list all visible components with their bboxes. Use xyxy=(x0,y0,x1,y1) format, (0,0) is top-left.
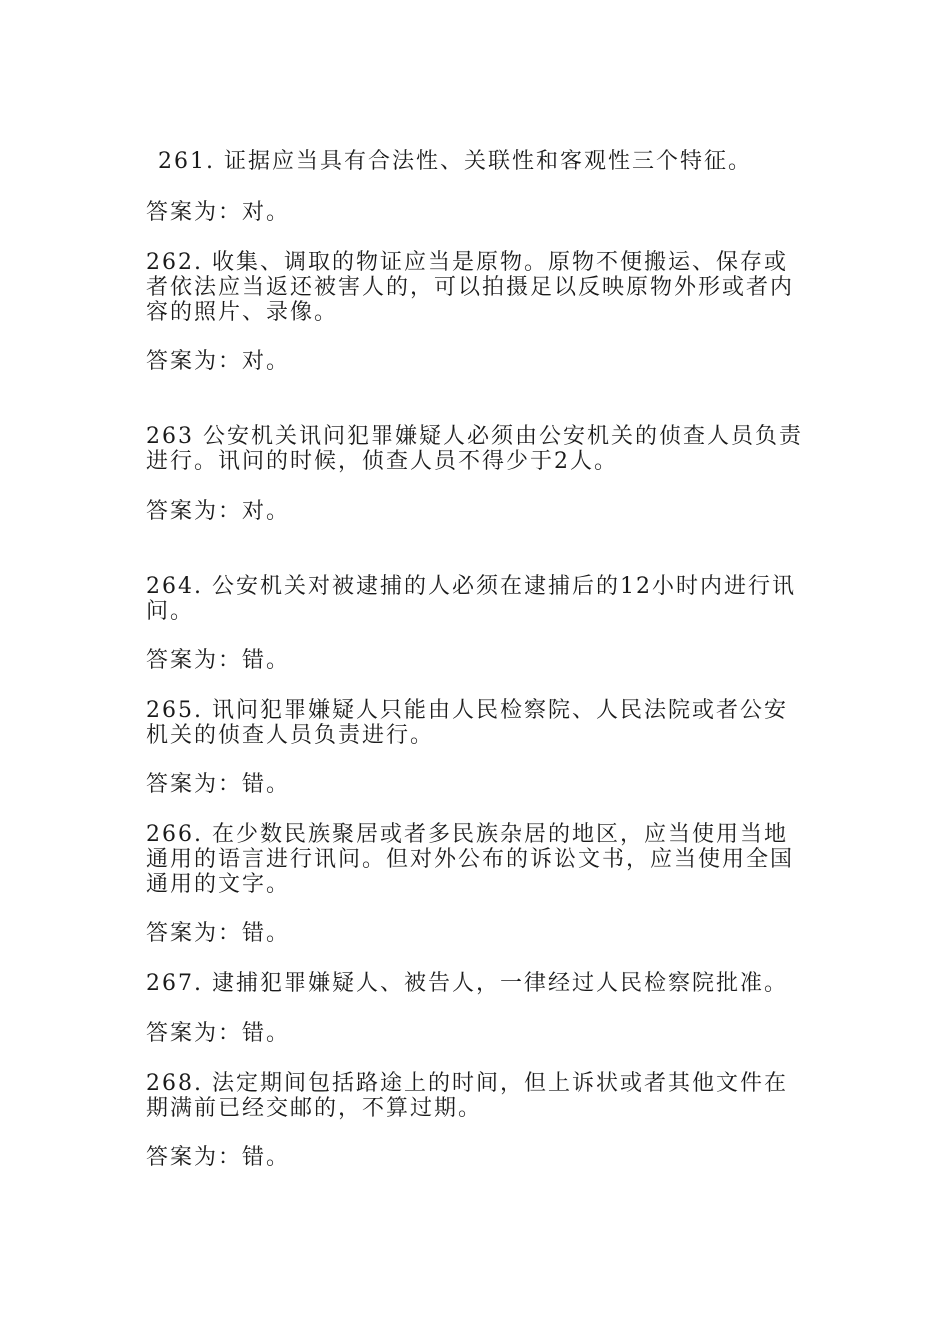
question-268: 268. 法定期间包括路途上的时间，但上诉状或者其他文件在期满前已经交邮的，不算过期。 xyxy=(146,1071,788,1121)
question-265: 265. 讯问犯罪嫌疑人只能由人民检察院、人民法院或者公安机关的侦查人员负责进行。 xyxy=(146,698,788,748)
question-262: 262. 收集、调取的物证应当是原物。原物不便搬运、保存或者依法应当返还被害人的，可以拍摄足以反映原物外形或者内容的照片、录像。 xyxy=(146,250,795,325)
question-267: 267. 逮捕犯罪嫌疑人、被告人，一律经过人民检察院批准。 xyxy=(146,971,788,996)
answer-262: 答案为：对。 xyxy=(146,349,291,374)
question-266: 266. 在少数民族聚居或者多民族杂居的地区，应当使用当地通用的语言进行讯问。但对外公布的诉讼文书，应当使用全国通用的文字。 xyxy=(146,822,795,897)
question-261: 261. 证据应当具有合法性、关联性和客观性三个特征。 xyxy=(158,149,752,174)
answer-266: 答案为：错。 xyxy=(146,921,291,946)
answer-268: 答案为：错。 xyxy=(146,1145,291,1170)
question-264: 264. 公安机关对被逮捕的人必须在逮捕后的12小时内进行讯问。 xyxy=(146,574,796,624)
question-263: 263 公安机关讯问犯罪嫌疑人必须由公安机关的侦查人员负责进行。讯问的时候，侦查人员不得少于2人。 xyxy=(146,424,803,474)
answer-263: 答案为：对。 xyxy=(146,499,291,524)
answer-267: 答案为：错。 xyxy=(146,1021,291,1046)
answer-265: 答案为：错。 xyxy=(146,772,291,797)
answer-261: 答案为：对。 xyxy=(146,200,291,225)
answer-264: 答案为：错。 xyxy=(146,648,291,673)
